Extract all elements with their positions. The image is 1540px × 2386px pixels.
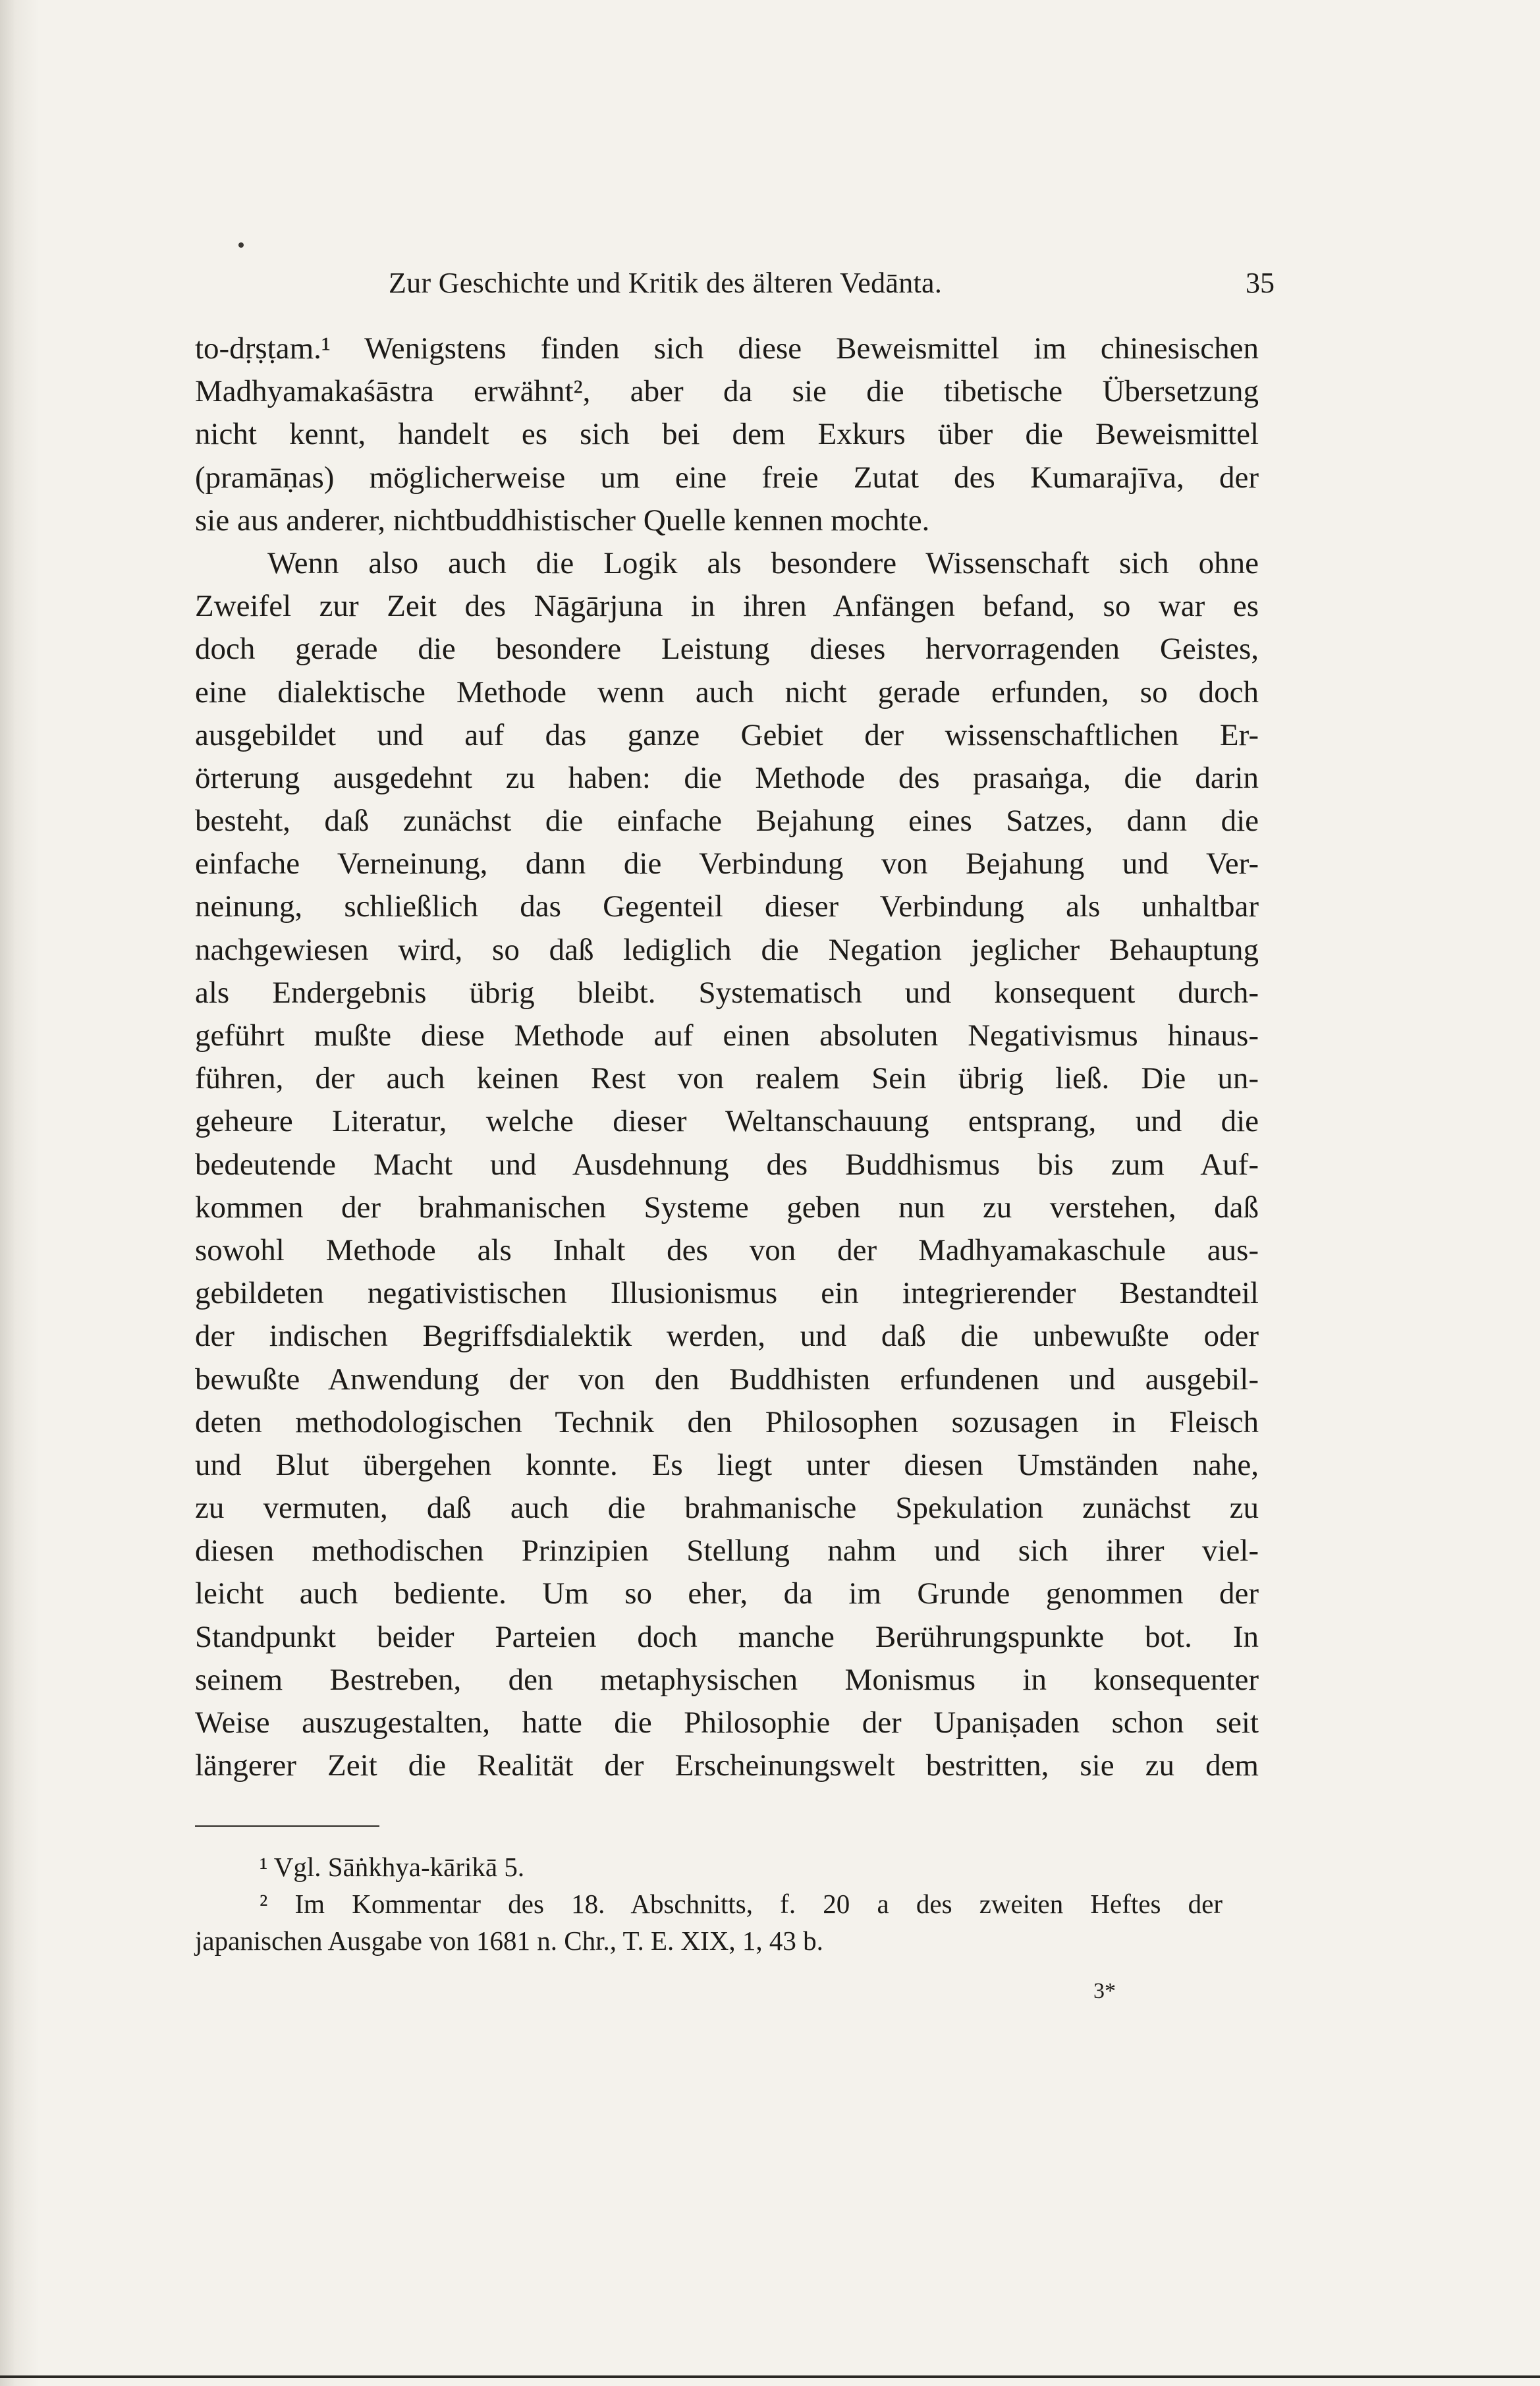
body-line: neinung, schließlich das Gegenteil dieser Verbindung als unhaltbar <box>195 889 1259 924</box>
body-line: geheure Literatur, welche dieser Weltanschauung entsprang, und die <box>195 1104 1259 1139</box>
body-line: Madhyamakaśāstra erwähnt², aber da sie die tibetische Übersetzung <box>195 374 1259 409</box>
body-line: sowohl Methode als Inhalt des von der Madhyamakaschule aus- <box>195 1233 1259 1267</box>
page-number: 35 <box>1246 267 1275 299</box>
running-head-title: Zur Geschichte und Kritik des älteren Vedānta. <box>389 267 943 299</box>
body-text <box>195 327 1259 1787</box>
print-speck <box>238 242 244 248</box>
body-line: geführt mußte diese Methode auf einen absoluten Negativismus hinaus- <box>195 1018 1259 1053</box>
footnote: ² Im Kommentar des 18. Abschnitts, f. 20 a des zweiten Heftes der <box>260 1889 1223 1919</box>
running-head <box>389 264 1275 303</box>
body-line: Weise auszugestalten, hatte die Philosophie der Upaniṣaden schon seit <box>195 1706 1259 1740</box>
body-line: deten methodologischen Technik den Philosophen sozusagen in Fleisch <box>195 1404 1259 1439</box>
page-bottom-edge <box>0 2375 1540 2378</box>
body-line: doch gerade die besondere Leistung dieses hervorragenden Geistes, <box>195 632 1259 667</box>
body-line: eine dialektische Methode wenn auch nicht gerade erfunden, so doch <box>195 675 1259 709</box>
body-line: sie aus anderer, nichtbuddhistischer Quelle kennen mochte. <box>195 503 930 538</box>
body-line: seinem Bestreben, den metaphysischen Monismus in konsequenter <box>195 1662 1259 1697</box>
signature-mark: 3* <box>1093 1979 1116 2003</box>
body-line: einfache Verneinung, dann die Verbindung von Bejahung und Ver- <box>195 846 1259 881</box>
body-line: und Blut übergehen konnte. Es liegt unter diesen Umständen nahe, <box>195 1447 1259 1482</box>
scan-edge <box>0 0 40 2386</box>
body-line: nachgewiesen wird, so daß lediglich die Negation jeglicher Behauptung <box>195 932 1259 967</box>
body-line: kommen der brahmanischen Systeme geben nun zu verstehen, daß <box>195 1190 1259 1225</box>
body-line: zu vermuten, daß auch die brahmanische Spekulation zunächst zu <box>195 1491 1259 1526</box>
body-line: Zweifel zur Zeit des Nāgārjuna in ihren Anfängen befand, so war es <box>195 589 1259 624</box>
body-line: diesen methodischen Prinzipien Stellung nahm und sich ihrer viel- <box>195 1534 1259 1568</box>
body-line: besteht, daß zunächst die einfache Bejahung eines Satzes, dann die <box>195 804 1259 839</box>
body-line: längerer Zeit die Realität der Erscheinungswelt bestritten, sie zu dem <box>195 1748 1259 1783</box>
body-line: nicht kennt, handelt es sich bei dem Exkurs über die Beweismittel <box>195 417 1259 452</box>
footnote-divider <box>195 1825 379 1827</box>
body-line: örterung ausgedehnt zu haben: die Methode des prasaṅga, die darin <box>195 760 1259 795</box>
body-line: der indischen Begriffsdialektik werden, und daß die unbewußte oder <box>195 1319 1259 1354</box>
body-line: bewußte Anwendung der von den Buddhisten erfundenen und ausgebil- <box>195 1362 1259 1397</box>
footnote: ¹ Vgl. Sāṅkhya-kārikā 5. <box>260 1852 525 1882</box>
body-line: (pramāṇas) möglicherweise um eine freie Zutat des Kumarajīva, der <box>195 460 1259 495</box>
body-line: Wenn also auch die Logik als besondere Wissenschaft sich ohne <box>267 545 1259 580</box>
body-line: führen, der auch keinen Rest von realem Sein übrig ließ. Die un- <box>195 1061 1259 1096</box>
body-line: leicht auch bediente. Um so eher, da im Grunde genommen der <box>195 1576 1259 1611</box>
body-line: bedeutende Macht und Ausdehnung des Buddhismus bis zum Auf- <box>195 1147 1259 1182</box>
body-line: als Endergebnis übrig bleibt. Systematisch und konsequent durch- <box>195 975 1259 1010</box>
footnotes <box>195 1848 1223 1959</box>
body-line: to-dṛṣṭam.¹ Wenigstens finden sich diese Beweismittel im chinesischen <box>195 331 1259 366</box>
footnote-continuation: japanischen Ausgabe von 1681 n. Chr., T. E. XIX, 1, 43 b. <box>195 1926 823 1956</box>
body-line: ausgebildet und auf das ganze Gebiet der wissenschaftlichen Er- <box>195 717 1259 752</box>
body-line: gebildeten negativistischen Illusionismus ein integrierender Bestandteil <box>195 1276 1259 1311</box>
body-line: Standpunkt beider Parteien doch manche Berührungspunkte bot. In <box>195 1619 1259 1654</box>
